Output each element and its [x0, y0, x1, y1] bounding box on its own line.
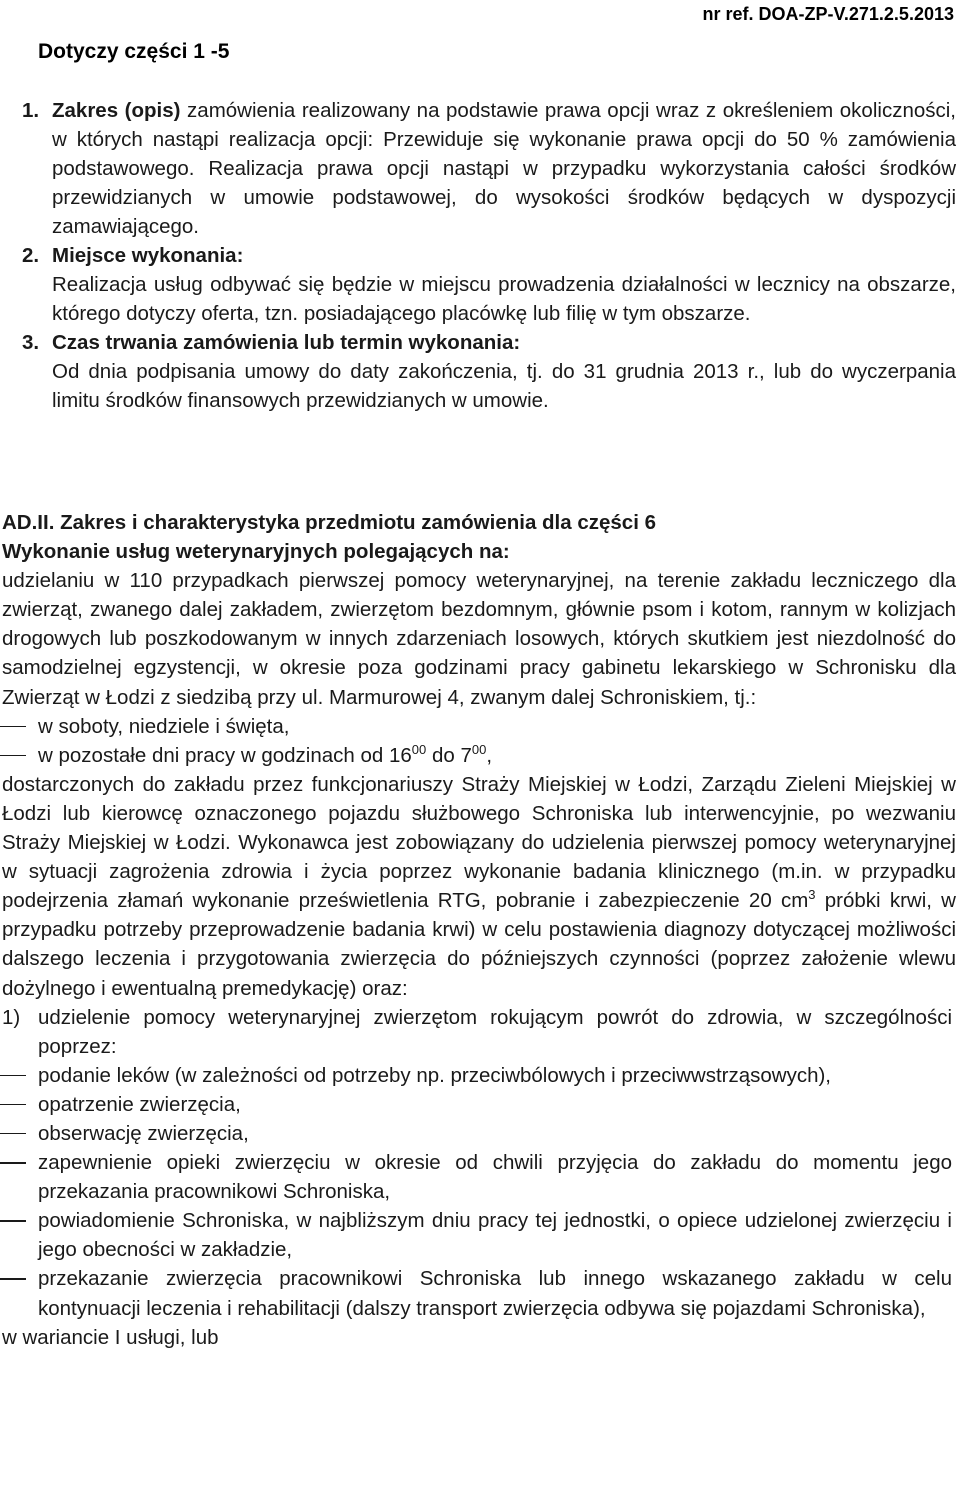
- list-item: przekazanie zwierzęcia pracownikowi Schroniska lub innego wskazanego zakładu w celu kontynuacji leczenia i rehabilitacji (dalszy transport zwierzęcia odbywa się pojazdami Schroniska),: [38, 1267, 952, 1320]
- list-item: zapewnienie opieki zwierzęciu w okresie od chwili przyjęcia do zakładu do momentu jego przekazania pracownikowi Schroniska,: [38, 1151, 952, 1204]
- list-item: powiadomienie Schroniska, w najbliższym dniu pracy tej jednostki, o opiece udzielonej zwierzęciu i jego obecności w zakładzie,: [38, 1209, 952, 1262]
- item-heading: Miejsce wykonania:: [52, 244, 244, 267]
- section-part-6: [0, 508, 960, 1352]
- section-subheading: Wykonanie usług weterynaryjnych polegających na:: [2, 540, 510, 564]
- list-item: w pozostałe dni pracy w godzinach od $16^{00}$ do $7^{00}$,: [38, 741, 493, 767]
- item-place: [0, 241, 960, 328]
- section-heading: AD.II. Zakres i charakterystyka przedmiotu zamówienia dla części 6: [2, 511, 656, 534]
- reference-number: nr ref. DOA-ZP-V.271.2.5.2013: [702, 4, 954, 24]
- item-scope-option: [0, 96, 960, 241]
- list-item: opatrzenie zwierzęcia,: [38, 1092, 241, 1116]
- item-text: Od dnia podpisania umowy do daty zakończenia, tj. do 31 grudnia 2013 r., lub do wyczerpania limitu środków finansowych przewidzianych w umowie.: [52, 360, 956, 412]
- item-number: 1.: [22, 99, 40, 122]
- item-number: 2.: [22, 244, 40, 267]
- options-section: [0, 96, 960, 415]
- section-paragraph: udzielaniu w 110 przypadkach pierwszej pomocy weterynaryjnej, na terenie zakładu leczniczego dla zwierząt, zwanego dalej zakładem, zwierzętom bezdomnym, głównie psom i kotom, rannym w kolizjach drogowych lub poszkodowanym w innych zdarzeniach losowych, których skutkiem jest niezdolność do samodzielnej egzystencji, w okresie poza godzinami pracy gabinetu lekarskiego w Schronisku dla Zwierząt w Łodzi z siedzibą przy ul. Marmurowej 4, zwanym dalej Schroniskiem, tj.:: [2, 569, 956, 709]
- section-paragraph: dostarczonych do zakładu przez funkcjonariuszy Straży Miejskiej w Łodzi, Zarządu Zieleni Miejskiej w Łodzi lub kierowcę oznaczonego pojazdu służbowego Schroniska lub interwencyjnie, po wezwaniu Straży Miejskiej w Łodzi. Wykonawca jest zobowiązany do udzielenia pierwszej pomocy weterynaryjnej w sytuacji zagrożenia zdrowia i życia poprzez wykonanie badania klinicznego (m.in. w przypadku podejrzenia złamań wykonanie prześwietlenia RTG, pobranie i zabezpieczenie 20 $cm^3$ próbki krwi, w przypadku potrzeby przeprowadzenie badania krwi) w celu postawienia diagnozy dotyczącej możliwości dalszego leczenia i przygotowania zwierzęcia do późniejszych czynności (poprzez założenie wlewu dożylnego i ewentualną premedykację) oraz:: [2, 772, 956, 1000]
- item-text: Realizacja usług odbywać się będzie w miejscu prowadzenia działalności w lecznicy na obszarze, którego dotyczy oferta, tzn. posiadającego placówkę lub filię w tym obszarze.: [52, 273, 956, 325]
- item-duration: [0, 328, 960, 415]
- list-item: obserwację zwierzęcia,: [38, 1121, 249, 1145]
- item-heading: Czas trwania zamówienia lub termin wykonania:: [52, 331, 521, 354]
- item-bold-lead: Zakres (opis): [52, 99, 181, 122]
- list-item: podanie leków (w zależności od potrzeby np. przeciwbólowych i przeciwwstrząsowych),: [38, 1063, 832, 1087]
- list-item: w soboty, niedziele i święta,: [38, 714, 290, 738]
- parts-heading: Dotyczy części 1 -5: [38, 40, 230, 63]
- numbered-item: 1) udzielenie pomocy weterynaryjnej zwierzętom rokującym powrót do zdrowia, w szczególności poprzez:: [0, 1003, 960, 1061]
- item-text: zamówienia realizowany na podstawie prawa opcji wraz z określeniem okoliczności, w których nastąpi realizacja opcji: Przewiduje się wykonanie prawa opcji do 50 % zamówienia podstawowego. Realizacja prawa opcji nastąpi w przypadku wykorzystania całości środków przewidzianych w umowie podstawowej, do wysokości środków będących w dyspozycji zamawiającego.: [52, 99, 956, 238]
- item-number: 1): [2, 1005, 21, 1029]
- item-number: 3.: [22, 331, 40, 354]
- section-paragraph: w wariancie I usługi, lub: [2, 1325, 219, 1349]
